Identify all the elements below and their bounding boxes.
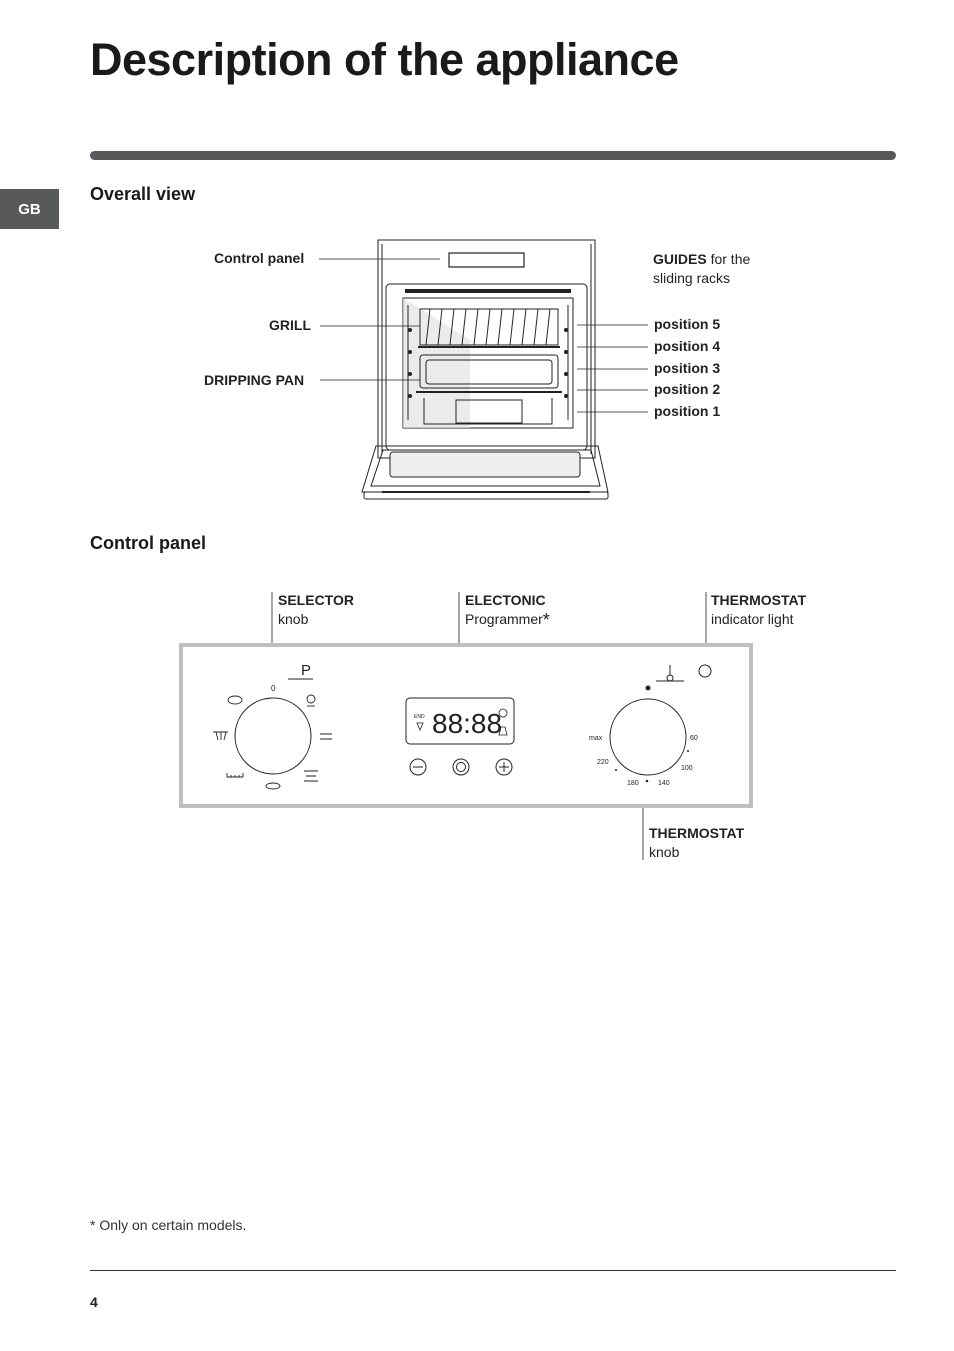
page-number: 4 xyxy=(90,1294,98,1310)
oven-illustration xyxy=(0,0,954,520)
thermostat-light-sub: indicator light xyxy=(711,611,794,627)
p-label: P xyxy=(301,662,312,679)
selector-knob xyxy=(235,698,311,774)
oven-control-slot xyxy=(449,253,524,267)
label-dripping-pan: DRIPPING PAN xyxy=(204,372,305,388)
label-position-2: position 2 xyxy=(654,381,721,397)
selector-title: SELECTOR xyxy=(278,592,354,608)
footnote: * Only on certain models. xyxy=(90,1217,247,1233)
label-position-3: position 3 xyxy=(654,360,721,376)
footer-divider xyxy=(90,1270,896,1271)
temp-max: max xyxy=(589,735,603,742)
thermostat-knob-title: THERMOSTAT xyxy=(649,825,745,841)
control-panel-illustration xyxy=(0,580,954,870)
selector-sub: knob xyxy=(278,611,309,627)
guides-bold: GUIDES xyxy=(653,251,707,267)
thermostat-knob-sub: knob xyxy=(649,844,680,860)
label-position-1: position 1 xyxy=(654,403,721,419)
thermostat-light-title: THERMOSTAT xyxy=(711,592,807,608)
display-digits: 88:88 xyxy=(432,708,503,739)
guides-line2: sliding racks xyxy=(653,270,731,286)
temp-220: 220 xyxy=(597,759,609,766)
thermostat-knob xyxy=(610,699,686,775)
control-panel-heading: Control panel xyxy=(90,533,206,553)
label-control-panel: Control panel xyxy=(214,250,305,266)
programmer-asterisk: * xyxy=(542,610,550,630)
top-heating-element xyxy=(405,289,571,293)
programmer-sub: Programmer xyxy=(465,611,543,627)
label-position-5: position 5 xyxy=(654,316,721,332)
temp-140: 140 xyxy=(658,780,670,787)
temp-180: 180 xyxy=(627,780,639,787)
clock-button[interactable] xyxy=(453,759,469,775)
label-grill: GRILL xyxy=(269,317,311,333)
language-tab: GB xyxy=(0,189,59,229)
display-end: END xyxy=(414,714,425,720)
page-title: Description of the appliance xyxy=(90,34,679,85)
temp-100: 100 xyxy=(681,765,693,772)
programmer-title: ELECTONIC xyxy=(465,592,546,608)
temp-60: 60 xyxy=(690,735,698,742)
zero-label: 0 xyxy=(271,684,276,693)
guides-rest: for the xyxy=(710,251,751,267)
cavity-shading xyxy=(403,298,470,428)
overall-view-heading: Overall view xyxy=(90,184,196,204)
label-position-4: position 4 xyxy=(654,338,721,354)
